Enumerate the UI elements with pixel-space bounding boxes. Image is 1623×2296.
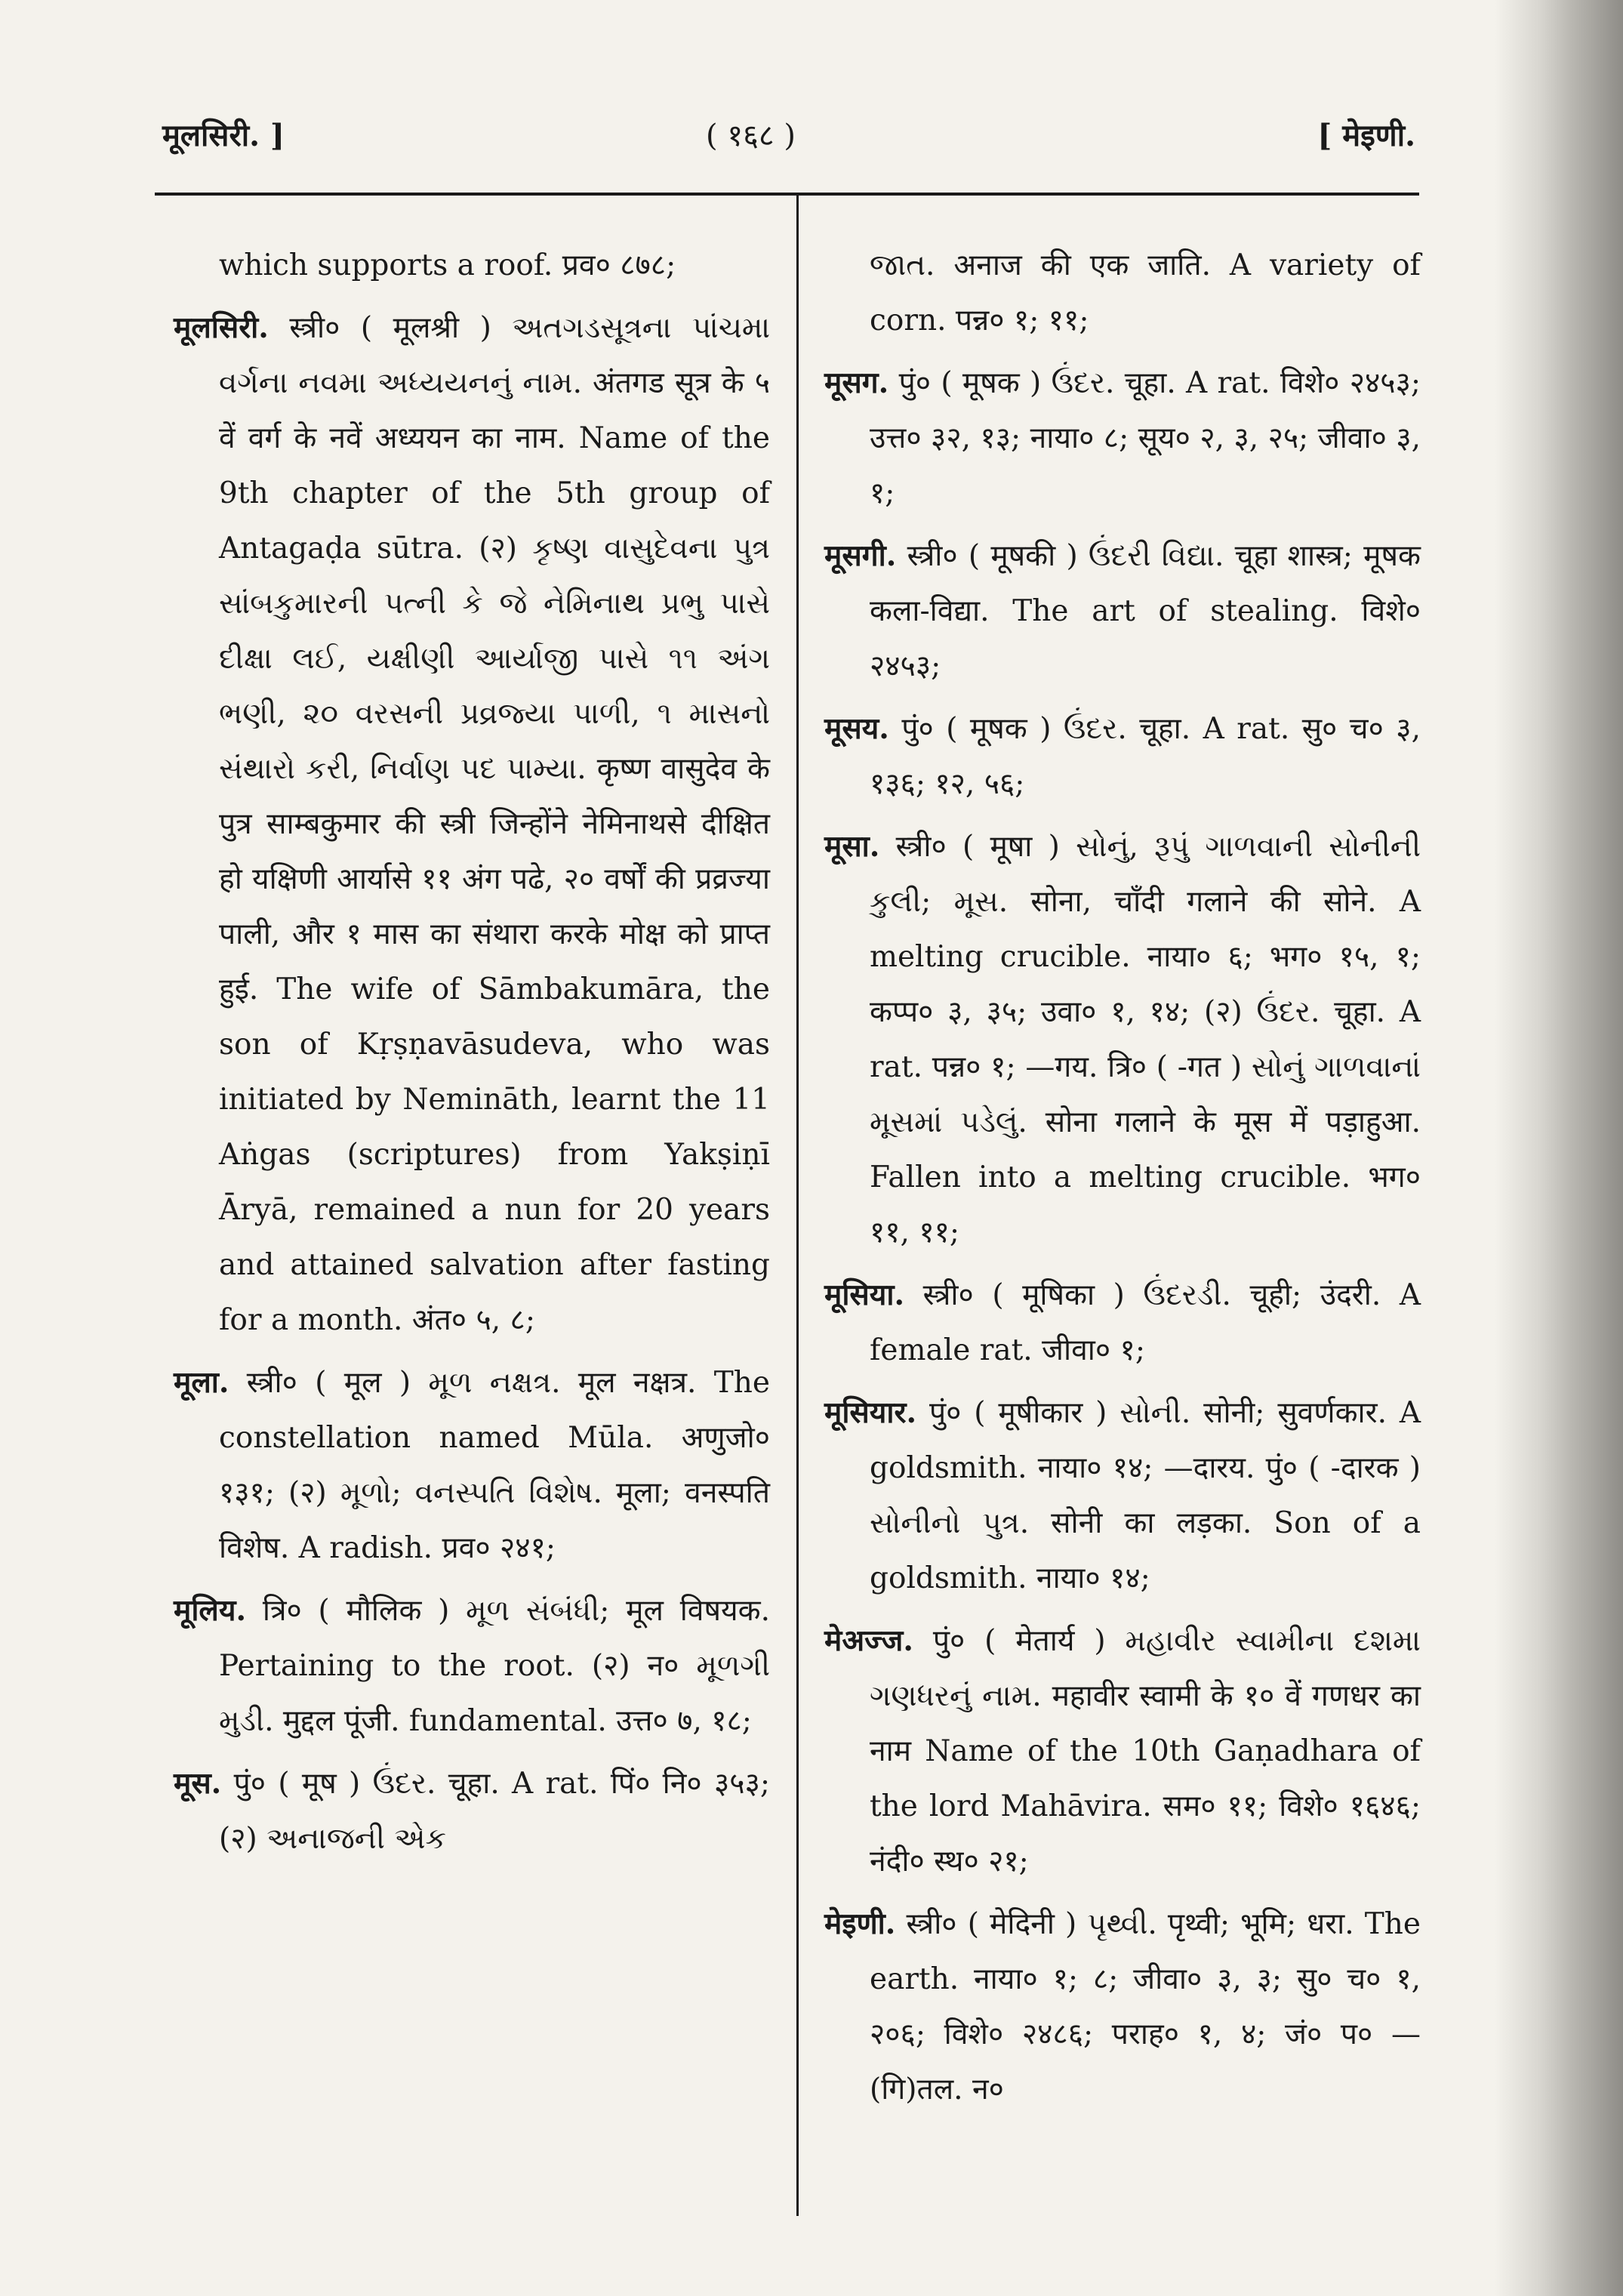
entry-headword: मूसगी. (824, 538, 897, 573)
column-divider (796, 193, 799, 2216)
dictionary-entry (817, 1268, 1421, 1378)
entry-text: स्त्री० ( मूषा ) સોનું, રૂપું ગાળવાની સોનીની કુલી; મૂસ. सोना, चाँदी गलाने की सोने. A melting crucible. नाया० ६; भग० १५, १; कप्प० ३, ३५; उवा० १, १४; (२) ઉંદર. चूहा. A rat. पन्न० १; —गय. त्रि० ( -गत ) સોનું ગાળવાનાં મૂસમાં પડેલું. सोना गलाने के मूस में पड़ाहुआ. Fallen into a melting crucible. भग० ११, ११; (870, 830, 1421, 1250)
page-edge-shadow (1495, 0, 1623, 2296)
entry-headword: मेअज्ज. (824, 1623, 913, 1658)
entry-headword: मूसय. (824, 711, 889, 746)
entry-headword: मूला. (174, 1365, 229, 1400)
entry-text: त्रि० ( मौलिक ) મૂળ સંબંધી; मूल विषयक. Pertaining to the root. (२) न० મૂળગી મુડી. मुद्दल पूंजी. fundamental. उत्त० ७, १८; (219, 1594, 770, 1738)
entry-headword: मूसियार. (824, 1395, 917, 1430)
entry-text: स्त्री० ( मूषकी ) ઉંદરી વિદ્યા. चूहा शास्त्र; मूषक कला-विद्या. The art of stealing. विशे० २४५३; (870, 539, 1421, 683)
dictionary-entry (817, 529, 1421, 694)
entry-headword: मूलिय. (174, 1593, 247, 1628)
entry-headword: मेइणी. (824, 1906, 896, 1941)
header-left-guideword: मूलसिरी. ] (162, 118, 285, 153)
entry-text: स्त्री० ( मूल ) મૂળ નક્ષત્ર. मूल नक्षत्र. The constellation named Mūla. अणुजो० १३१; (२) મૂળો; વનસ્પતિ વિશેષ. मूला; वनस्पति विशेष. A radish. प्रव० २४१; (219, 1366, 770, 1565)
entry-text: જાત. अनाज की एक जाति. A variety of corn. पन्न० १; ११; (870, 248, 1421, 337)
entry-headword: मूसिया. (824, 1277, 905, 1312)
page-header (162, 113, 1415, 166)
dictionary-entry (817, 1613, 1421, 1889)
entry-text: पुं० ( मूष ) ઉંદર. चूहा. A rat. पिं० नि० ३५३; (२) અનાજની એક (219, 1767, 770, 1856)
entry-text: स्त्री० ( मेदिनी ) પૃથ્વી. पृथ्वी; भूमि; धरा. The earth. नाया० १; ८; जीवा० ३, ३; सु० च० १, २०६; विशे० २४८६; पराह० १, ४; जं० प० —(गि)तल. न० (870, 1907, 1421, 2106)
entry-headword: मूस. (174, 1766, 222, 1801)
left-column (166, 238, 770, 1874)
header-right-guideword: [ मेइणी. (1317, 118, 1415, 153)
entry-text: पुं० ( मूषीकार ) સોની. सोनी; सुवर्णकार. A goldsmith. नाया० १४; —दारय. पुं० ( -दारक ) સોનીનો પુત્ર. सोनी का लड़का. Son of a goldsmith. नाया० १४; (870, 1396, 1421, 1595)
header-rule (155, 193, 1419, 196)
entry-text: which supports a roof. प्रव० ८७८; (219, 248, 676, 282)
entry-headword: मूसा. (824, 829, 880, 864)
right-column (817, 238, 1421, 2125)
entry-headword: मूसग. (824, 365, 889, 400)
dictionary-entry (166, 1583, 770, 1749)
dictionary-entry (817, 1897, 1421, 2117)
entry-headword: मूलसिरी. (174, 310, 269, 345)
entry-text: स्त्री० ( मूलश्री ) અતગડસૂત્રના પાંચમા વર્ગના નવમા અધ્યયનનું નામ. अंतगड सूत्र के ५ वें वर्ग के नवें अध्ययन का नाम. Name of the 9th chapter of the 5th group of Antagaḍa sūtra. (२) કૃષ્ણ વાસુદેવના પુત્ર સાંબકુમારની પત્ની કે જે નેમિનાથ પ્રભુ પાસે દીક્ષા લઈ, યક્ષીણી આર્યાજી પાસે ૧૧ અંગ ભણી, ૨૦ વરસની પ્રવ્રજ્યા પાળી, ૧ માસનો સંથારો કરી, નિર્વાણ પદ પામ્યા. कृष्ण वासुदेव के पुत्र साम्बकुमार की स्त्री जिन्होंने नेमिनाथसे दीक्षित हो यक्षिणी आर्यासे ११ अंग पढे, २० वर्षों की प्रव्रज्या पाली, और १ मास का संथारा करके मोक्ष को प्राप्त हुई. The wife of Sāmbakumāra, the son of Kṛṣṇavāsudeva, who was initiated by Nemināth, learnt the 11 Aṅgas (scriptures) from Yakṣiṇī Āryā, remained a nun for 20 years and attained salvation after fasting for a month. अंत० ५, ८; (219, 311, 770, 1337)
dictionary-entry (817, 1385, 1421, 1606)
dictionary-entry (817, 819, 1421, 1260)
dictionary-entry (817, 238, 1421, 348)
entry-text: स्त्री० ( मूषिका ) ઉંદરડી. चूही; उंदरी. A female rat. जीवा० १; (870, 1278, 1421, 1367)
dictionary-entry (166, 300, 770, 1348)
dictionary-entry (817, 701, 1421, 812)
dictionary-entry (166, 1756, 770, 1866)
page-number: ( १६८ ) (706, 119, 796, 153)
dictionary-entry (166, 238, 770, 293)
entry-text: पुं० ( मूषक ) ઉંદર. चूहा. A rat. विशे० २४५३; उत्त० ३२, १३; नाया० ८; सूय० २, ३, २५; जीवा० ३, १; (870, 366, 1421, 510)
dictionary-entry (166, 1355, 770, 1576)
entry-text: पुं० ( मूषक ) ઉંદર. चूहा. A rat. सु० च० ३, १३६; १२, ५६; (870, 712, 1421, 801)
entry-text: पुं० ( मेतार्य ) મહાવીર સ્વામીના દશમા ગણધરનું નામ. महावीर स्वामी के १० वें गणधर का नाम Name of the 10th Gaṇadhara of the lord Mahāvira. सम० ११; विशे० १६४६; नंदी० स्थ० २१; (870, 1624, 1421, 1878)
dictionary-entry (817, 356, 1421, 521)
